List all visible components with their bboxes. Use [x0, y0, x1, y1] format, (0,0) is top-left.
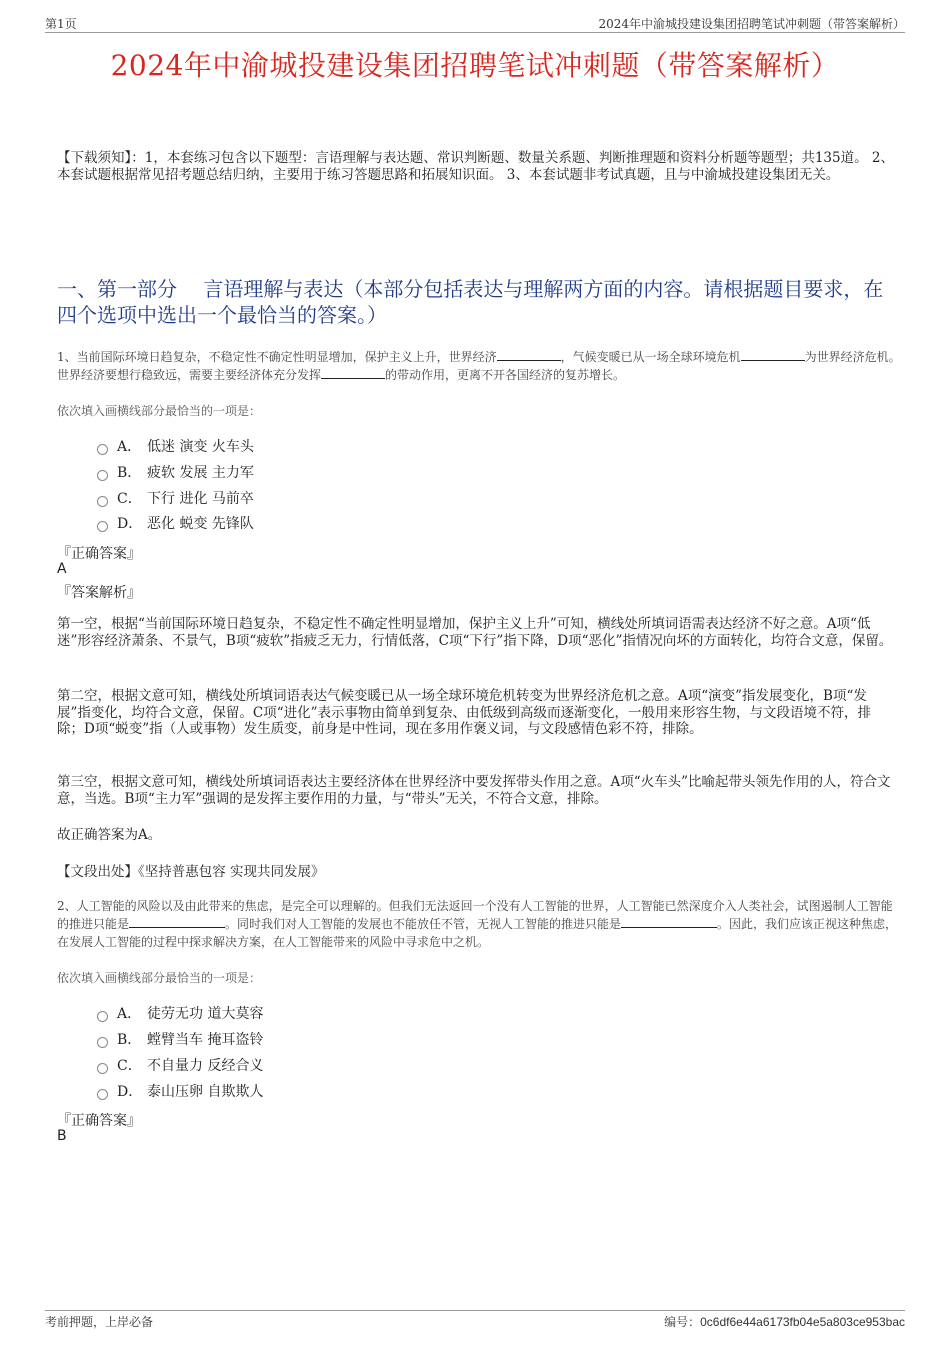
section-heading: 一、第一部分 言语理解与表达（本部分包括表达与理解两方面的内容。请根据题目要求，在四个选项中选出一个最恰当的答案。）	[57, 277, 884, 327]
q1-text-a: 1、当前国际环境日趋复杂，不稳定性不确定性明显增加，保护主义上升，世界经济	[57, 350, 497, 364]
q1-answer: A	[57, 561, 67, 577]
q2-text-c: 。因此，我们应该正视这种焦虑，在发展人工智能的过程中探求解决方案，在人工智能带来的风险中寻求危中之机。	[57, 917, 898, 949]
page-number: 第1页	[45, 17, 77, 31]
q1-text-b: ，气候变暖已从一场全球环境危机	[560, 350, 741, 364]
radio-icon[interactable]	[97, 1037, 108, 1048]
radio-icon[interactable]	[97, 1011, 108, 1022]
radio-icon[interactable]	[97, 444, 108, 455]
document-id-value: 0c6df6e44a6173fb04e5a803ce953bac	[700, 1315, 905, 1329]
question-1-prompt: 依次填入画横线部分最恰当的一项是：	[57, 404, 262, 418]
question-2-text	[57, 897, 902, 951]
question-2-prompt: 依次填入画横线部分最恰当的一项是：	[57, 971, 262, 985]
q1-analysis-para-1: 第一空，根据“当前国际环境日趋复杂，不稳定性不确定性明显增加，保护主义上升”可知，横线处所填词语需表达经济不好之意。A项“低迷”形容经济萧条、不景气，B项“疲软”指疲乏无力，行情低落，C项“下行”指下降，D项“恶化”指情况向坏的方面转化，均符合文意，保留。	[57, 616, 893, 649]
radio-icon[interactable]	[97, 470, 108, 481]
q2-blank-2	[621, 915, 717, 928]
footer-slogan: 考前押题，上岸必备	[45, 1315, 154, 1329]
radio-icon[interactable]	[97, 1089, 108, 1100]
radio-icon[interactable]	[97, 496, 108, 507]
radio-icon[interactable]	[97, 1063, 108, 1074]
q2-option-d[interactable]: D． 泰山压卵 自欺欺人	[97, 1081, 263, 1101]
q1-answer-label: 『正确答案』	[57, 546, 141, 562]
radio-icon[interactable]	[97, 521, 108, 532]
footer-divider	[45, 1310, 905, 1311]
q1-option-d[interactable]: D． 恶化 蜕变 先锋队	[97, 513, 254, 533]
q1-blank-3	[321, 366, 385, 379]
q1-option-b[interactable]: B． 疲软 发展 主力军	[97, 462, 254, 482]
q1-analysis-para-2: 第二空，根据文意可知，横线处所填词语表达气候变暖已从一场全球环境危机转变为世界经济危机之意。A项“演变”指发展变化，B项“发展”指变化，均符合文意，保留。C项“进化”表示事物由简单到复杂、由低级到高级而逐渐变化，一般用来形容生物，与文段语境不符，排除；D项“蜕变”指（人或事物）发生质变，前身是中性词，现在多用作褒义词，与文段感情色彩不符，排除。	[57, 688, 872, 737]
q1-text-c: 为世界经济危机。世界经济要想行稳致远，需要主要经济体充分发挥	[57, 350, 901, 382]
q1-blank-1	[497, 348, 561, 361]
download-notice: 【下载须知】：1，本套练习包含以下题型：言语理解与表达题、常识判断题、数量关系题、判断推理题和资料分析题等题型；共135道。 2、本套试题根据常见招考题总结归纳，主要用于练习答题思路和拓展知识面。 3、本套试题非考试真题，且与中渝城投建设集团无关。	[57, 150, 894, 183]
q1-text-d: 的带动作用，更离不开各国经济的复苏增长。	[385, 368, 626, 382]
q1-analysis-para-3: 第三空，根据文意可知，横线处所填词语表达主要经济体在世界经济中要发挥带头作用之意。A项“火车头”比喻起带头领先作用的人，符合文意，当选。B项“主力军”强调的是发挥主要作用的力量，与“带头”无关，不符合文意，排除。	[57, 774, 891, 807]
document-id-label: 编号：	[664, 1315, 701, 1329]
q1-option-a[interactable]: A． 低迷 演变 火车头	[97, 436, 254, 456]
q2-option-b[interactable]: B． 螳臂当车 掩耳盗铃	[97, 1029, 263, 1049]
q2-option-c[interactable]: C． 不自量力 反经合义	[97, 1055, 263, 1075]
q2-answer: B	[57, 1128, 67, 1144]
header-divider	[45, 32, 905, 33]
q2-option-a[interactable]: A． 徒劳无功 道大莫容	[97, 1003, 263, 1023]
q2-answer-label: 『正确答案』	[57, 1113, 141, 1129]
q2-text-b: 。同时我们对人工智能的发展也不能放任不管，无视人工智能的推进只能是	[225, 917, 622, 931]
q2-blank-1	[129, 915, 225, 928]
running-title: 2024年中渝城投建设集团招聘笔试冲刺题（带答案解析）	[598, 17, 905, 31]
q1-analysis-label: 『答案解析』	[57, 585, 141, 601]
q1-analysis-conclusion: 故正确答案为A。	[57, 827, 162, 843]
q2-text-a: 2、人工智能的风险以及由此带来的焦虑，是完全可以理解的。但我们无法返回一个没有人工智能的世界，人工智能已然深度介入人类社会，试图遏制人工智能的推进只能是	[57, 899, 893, 931]
page-title: 2024年中渝城投建设集团招聘笔试冲刺题（带答案解析）	[110, 49, 840, 82]
document-id	[664, 1313, 905, 1330]
q1-source: 【文段出处】《坚持普惠包容 实现共同发展》	[57, 864, 325, 880]
q1-blank-2	[741, 348, 805, 361]
question-1-text	[57, 348, 902, 384]
q1-option-c[interactable]: C． 下行 进化 马前卒	[97, 488, 254, 508]
